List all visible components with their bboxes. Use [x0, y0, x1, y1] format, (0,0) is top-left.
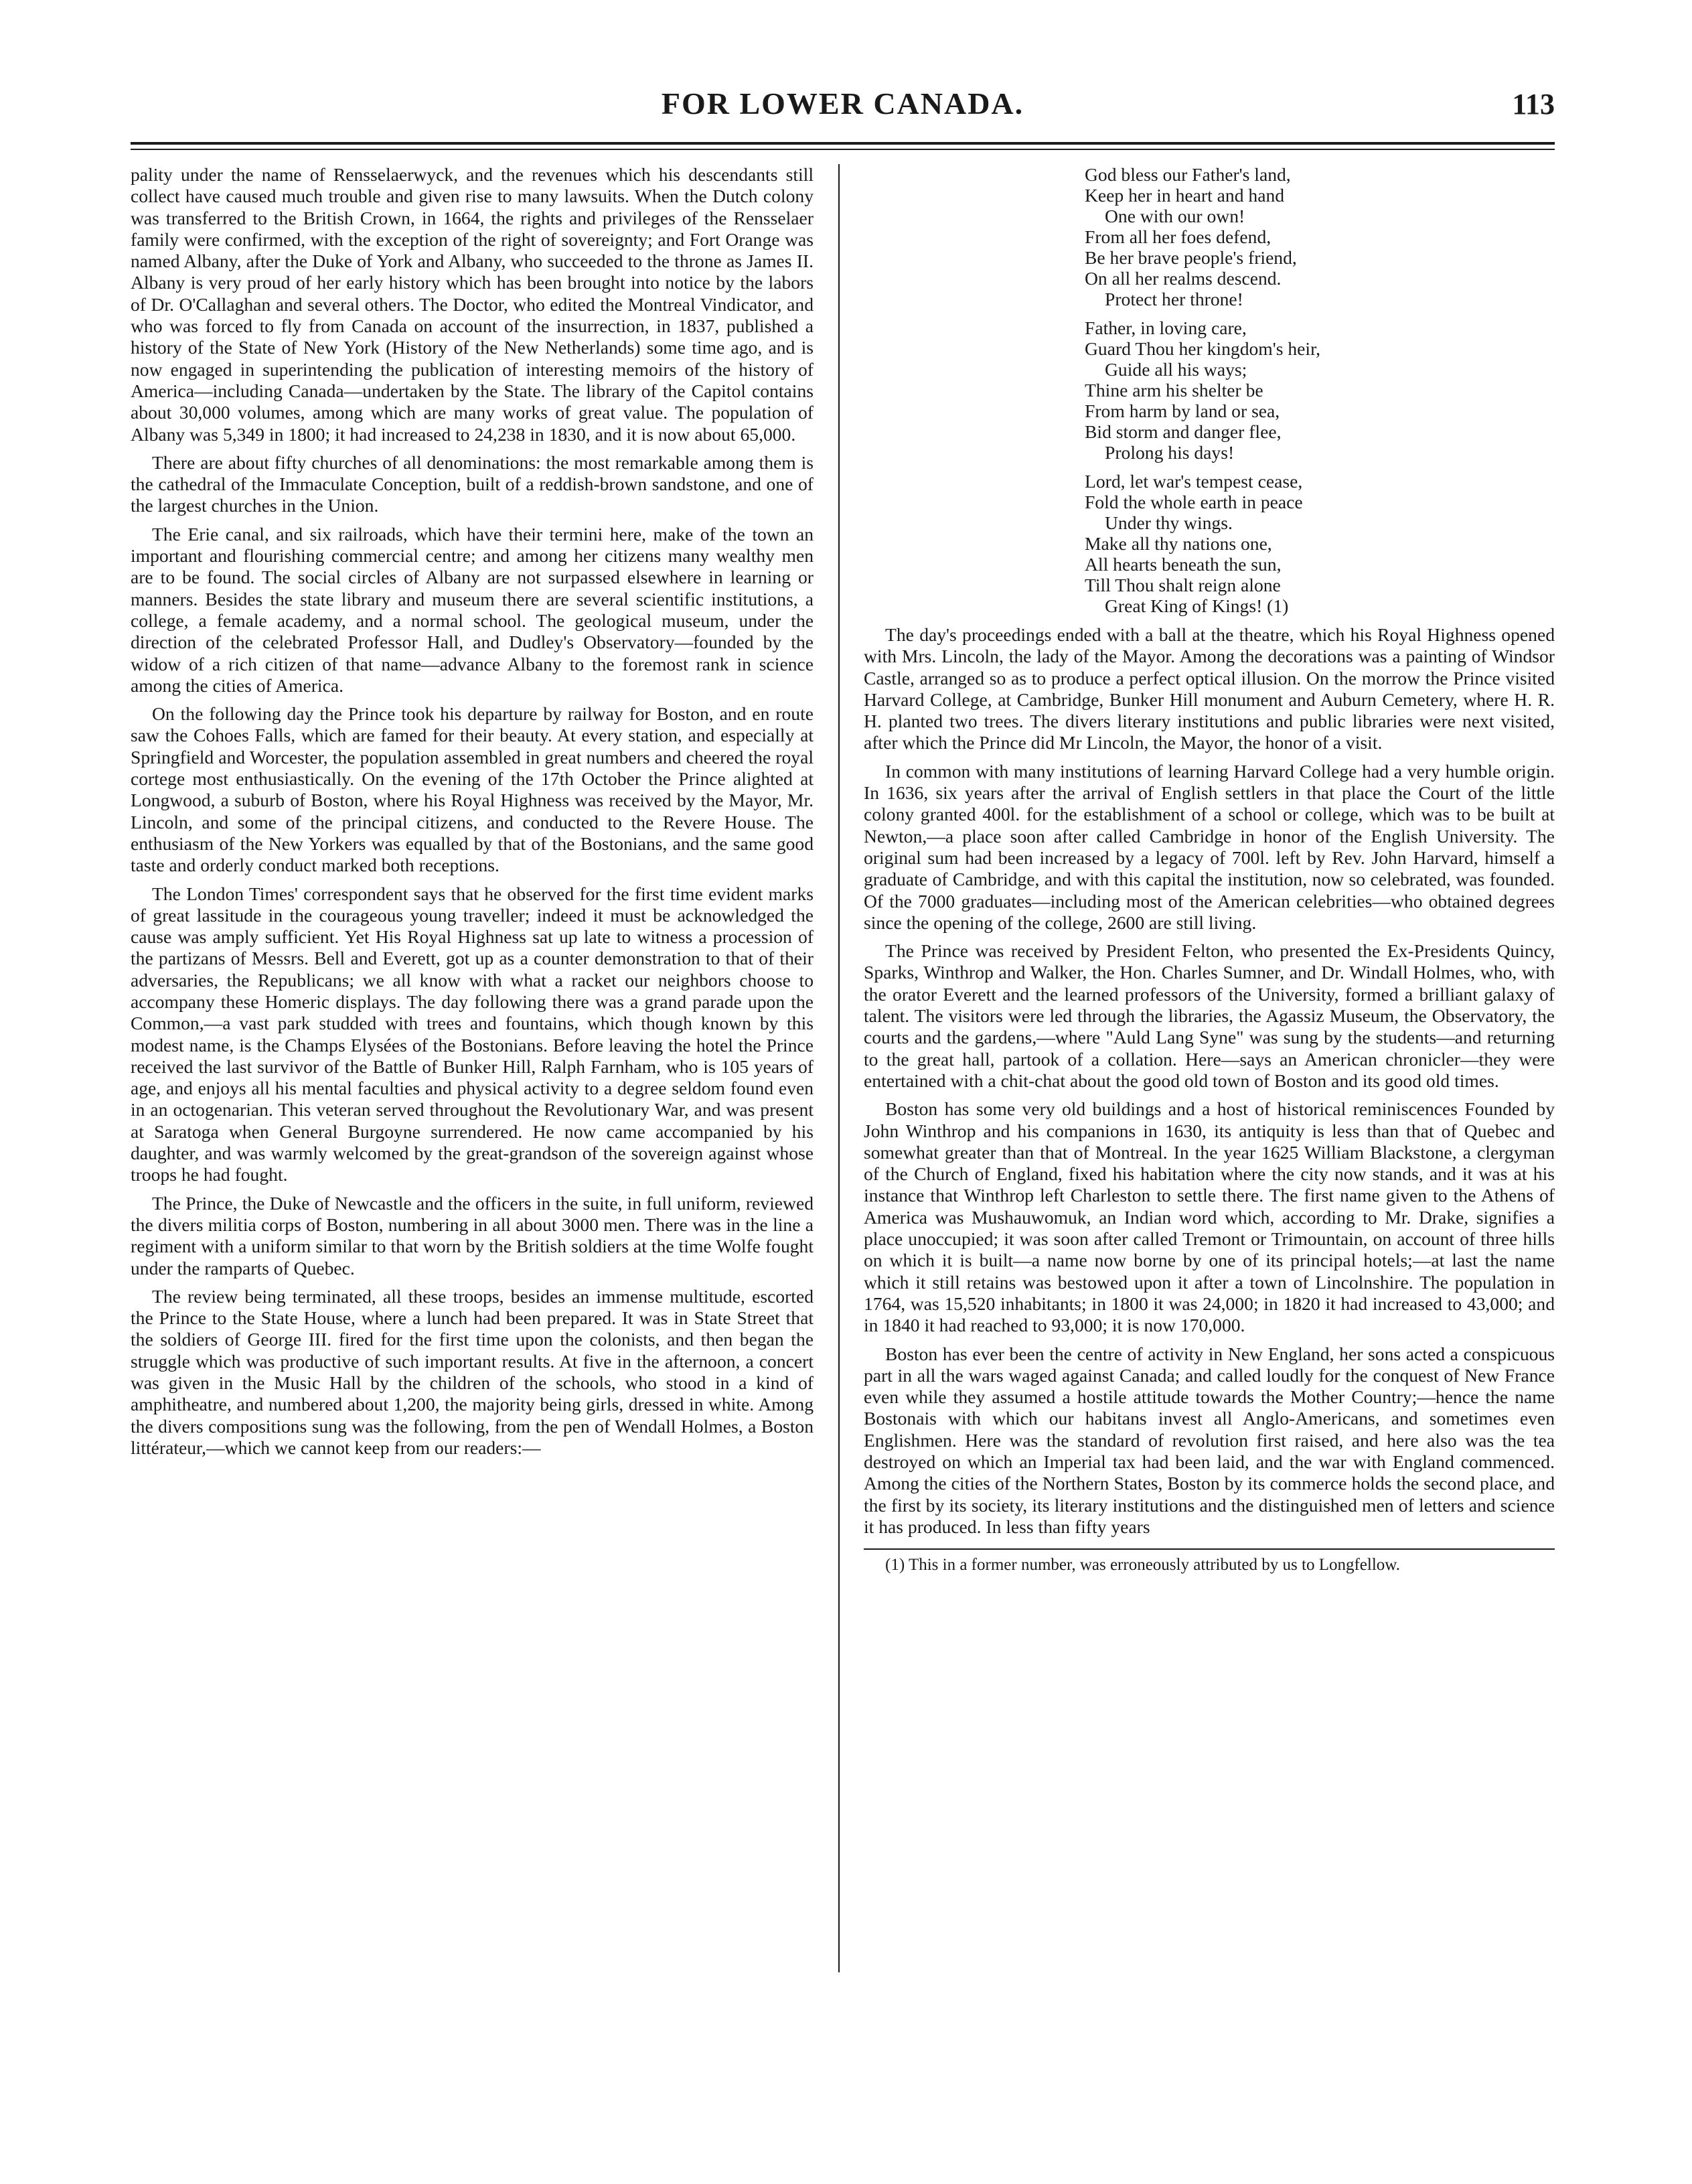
paragraph: The day's proceedings ended with a ball at the theatre, which his Royal Highness opened with Mrs. Lincoln, the lady of the Mayor. Among the decorations was a painting of Windsor Castle, arranged so as to produce a perfect optical illusion. On the morrow the Prince visited Harvard College, at Cambridge, Bunker Hill monument and Auburn Cemetery, where H. R. H. planted two trees. The divers literary institutions and public libraries were next visited, after which the Prince did Mr Lincoln, the Mayor, the honor of a visit. — [864, 624, 1555, 753]
running-title: FOR LOWER CANADA. — [661, 86, 1024, 121]
poem-line: Be her brave people's friend, — [1085, 247, 1297, 268]
header-rule — [131, 142, 1555, 145]
poem-line: Protect her throne! — [1105, 289, 1243, 309]
header-rule-thin — [131, 149, 1555, 150]
footnote-rule — [864, 1548, 1555, 1550]
paragraph: There are about fifty churches of all denominations: the most remarkable among them is the cathedral of the Immaculate Conception, built of a reddish-brown sandstone, and one of the largest churches in the Union. — [131, 451, 814, 516]
poem-line: Great King of Kings! (1) — [1105, 595, 1289, 616]
poem — [1085, 164, 1555, 616]
poem-line: Fold the whole earth in peace — [1085, 492, 1303, 512]
poem-line: One with our own! — [1105, 206, 1245, 226]
poem-line: Thine arm his shelter be — [1085, 380, 1263, 401]
right-column — [864, 164, 1555, 1582]
paragraph: The Prince, the Duke of Newcastle and the officers in the suite, in full uniform, reviewed the divers militia corps of Boston, numbering in all about 3000 men. There was in the line a regiment with a uniform similar to that worn by the British soldiers at the time Wolfe fought under the ramparts of Quebec. — [131, 1192, 814, 1279]
poem-line: Under thy wings. — [1105, 512, 1233, 533]
paragraph: The London Times' correspondent says that he observed for the first time evident marks of great lassitude in the courageous young traveller; indeed it must be acknowledged the cause was amply sufficient. Yet His Royal Highness sat up late to witness a procession of the partizans of Messrs. Bell and Everett, got up as a counter demonstration to that of their adversaries, the Republicans; we all know with what a racket our neighbors choose to accompany these Homeric displays. The day following there was a grand parade upon the Common,—a vast park studded with trees and fountains, which though known by this modest name, is the Champs Elysées of the Bostonians. Before leaving the hotel the Prince received the last survivor of the Battle of Bunker Hill, Ralph Farnham, who is 105 years of age, and enjoys all his mental faculties and physical activity to a degree seldom found even in an octogenarian. This veteran served throughout the Revolutionary War, and was present at Saratoga when General Burgoyne surrendered. He now came accompanied by his daughter, and was warmly welcomed by the great-grandson of the sovereign against whose troops he had fought. — [131, 883, 814, 1185]
poem-line: On all her realms descend. — [1085, 268, 1282, 289]
paragraph: pality under the name of Rensselaerwyck, and the revenues which his descendants still collect have caused much trouble and given rise to many lawsuits. When the Dutch colony was transferred to the British Crown, in 1664, the rights and privileges of the Rensselaer family were confirmed, with the exception of the right of sovereignty; and Fort Orange was named Albany, after the Duke of York and Albany, who succeeded to the throne as James II. Albany is very proud of her early history which has been brought into notice by the labors of Dr. O'Callaghan and several others. The Doctor, who edited the Montreal Vindicator, and who was forced to fly from Canada on account of the insurrection, in 1837, published a history of the State of New York (History of the New Netherlands) some time ago, and is now engaged in superintending the publication of interesting memoirs of the history of America—including Canada—undertaken by the State. The library of the Capitol contains about 30,000 volumes, among which are many works of great value. The population of Albany was 5,349 in 1800; it had increased to 24,238 in 1830, and it is now about 65,000. — [131, 164, 814, 445]
poem-line: From harm by land or sea, — [1085, 401, 1280, 421]
poem-line: Till Thou shalt reign alone — [1085, 575, 1281, 595]
poem-line: Keep her in heart and hand — [1085, 185, 1285, 206]
footnote: (1) This in a former number, was erroneously attributed by us to Longfellow. — [885, 1556, 1400, 1575]
page-number: 113 — [1512, 88, 1555, 121]
poem-line: Lord, let war's tempest cease, — [1085, 471, 1303, 492]
poem-line: Father, in loving care, — [1085, 317, 1247, 338]
running-header — [131, 80, 1555, 127]
poem-line: Guide all his ways; — [1105, 359, 1247, 380]
paragraph: The review being terminated, all these troops, besides an immense multitude, escorted the Prince to the State House, where a lunch had been prepared. It was in State Street that the soldiers of George III. fired for the first time upon the colonists, and then began the struggle which was productive of such important results. At five in the afternoon, a concert was given in the Music Hall by the children of the schools, who stood in a kind of amphitheatre, and numbered about 1,200, the majority being girls, dressed in white. Among the divers compositions sung was the following, from the pen of Wendall Holmes, a Boston littérateur,—which we cannot keep from our readers:— — [131, 1285, 814, 1458]
poem-stanza — [1085, 471, 1555, 616]
poem-line: Prolong his days! — [1105, 442, 1235, 463]
paragraph: In common with many institutions of learning Harvard College had a very humble origin. In 1636, six years after the arrival of English settlers in that place the Court of the little colony granted 400l. for the establishment of a school or college, which was to be built at Newton,—a place soon after called Cambridge in honor of the English University. The original sum had been increased by a legacy of 700l. left by Rev. John Harvard, himself a graduate of Cambridge, and with this capital the institution, now so celebrated, was founded. Of the 7000 graduates—including most of the American celebrities—who obtained degrees since the opening of the college, 2600 are still living. — [864, 760, 1555, 933]
paragraph: The Prince was received by President Felton, who presented the Ex-Presidents Quincy, Sparks, Winthrop and Walker, the Hon. Charles Sumner, and Dr. Windall Holmes, who, with the orator Everett and the learned professors of the University, formed a brilliant galaxy of talent. The visitors were led through the libraries, the Agassiz Museum, the Observatory, the courts and the gardens,—where "Auld Lang Syne" was sung by the students—and returning to the great hall, partook of a collation. Here—says an American chronicler—they were entertained with a chit-chat about the good old town of Boston and its good old times. — [864, 940, 1555, 1091]
paragraph: Boston has ever been the centre of activity in New England, her sons acted a conspicuous part in all the wars waged against Canada; and called loudly for the conquest of New France even while they assumed a hostile attitude towards the Mother Country;—hence the name Bostonais with which our habitans invest all Anglo-Americans, and sometimes even Englishmen. Here was the standard of revolution first raised, and here also was the tea destroyed on which an Imperial tax had been laid, and the war with England commenced. Among the cities of the Northern States, Boston by its commerce holds the second place, and the first by its society, its literary institutions and the distinguished men of letters and science it has produced. In less than fifty years — [864, 1343, 1555, 1537]
poem-line: Bid storm and danger flee, — [1085, 421, 1282, 442]
poem-stanza — [1085, 317, 1555, 463]
paragraph: Boston has some very old buildings and a host of historical reminiscences Founded by John Winthrop and his companions in 1630, its antiquity is less than that of Quebec and somewhat greater than that of Montreal. In the year 1625 William Blackstone, a clergyman of the Church of England, fixed his habitation where the city now stands, and it was at his instance that Winthrop left Charleston to settle there. The first name given to the Athens of America was Mushauwomuk, an Indian word which, according to Mr. Drake, signifies a place unoccupied; it was soon after called Tremont or Trimountain, on account of three hills on which it is built—a name now borne by one of its principal hotels;—at last the name which it still retains was bestowed upon it after a town of Lincolnshire. The population in 1764, was 15,520 inhabitants; in 1800 it was 24,000; in 1820 it had increased to 43,000; and in 1840 it had reached to 93,000; it is now 170,000. — [864, 1098, 1555, 1336]
poem-line: All hearts beneath the sun, — [1085, 554, 1282, 575]
left-column — [131, 164, 814, 1465]
poem-stanza — [1085, 164, 1555, 309]
poem-line: Make all thy nations one, — [1085, 533, 1272, 554]
paragraph: On the following day the Prince took his departure by railway for Boston, and en route saw the Cohoes Falls, which are famed for their beauty. At every station, and especially at Springfield and Worcester, the population assembled in great numbers and cheered the royal cortege most enthusiastically. On the evening of the 17th October the Prince alighted at Longwood, a suburb of Boston, where his Royal Highness was received by the Mayor, Mr. Lincoln, and some of the principal citizens, and conducted to the Revere House. The enthusiasm of the New Yorkers was equalled by that of the Bostonians, and the same good taste and orderly conduct marked both receptions. — [131, 703, 814, 876]
poem-line: Guard Thou her kingdom's heir, — [1085, 338, 1321, 359]
poem-line: From all her foes defend, — [1085, 226, 1272, 247]
paragraph: The Erie canal, and six railroads, which have their termini here, make of the town an important and flourishing commercial centre; and among her citizens many wealthy men are to be found. The social circles of Albany are not surpassed elsewhere in learning or manners. Besides the state library and museum there are several scientific institutions, a college, a female academy, and a normal school. The geological museum, under the direction of the celebrated Professor Hall, and Dudley's Observatory—founded by the widow of a rich citizen of that name—advance Albany to the foremost rank in science among the cities of America. — [131, 523, 814, 696]
poem-line: God bless our Father's land, — [1085, 164, 1291, 185]
column-divider — [838, 164, 840, 1972]
